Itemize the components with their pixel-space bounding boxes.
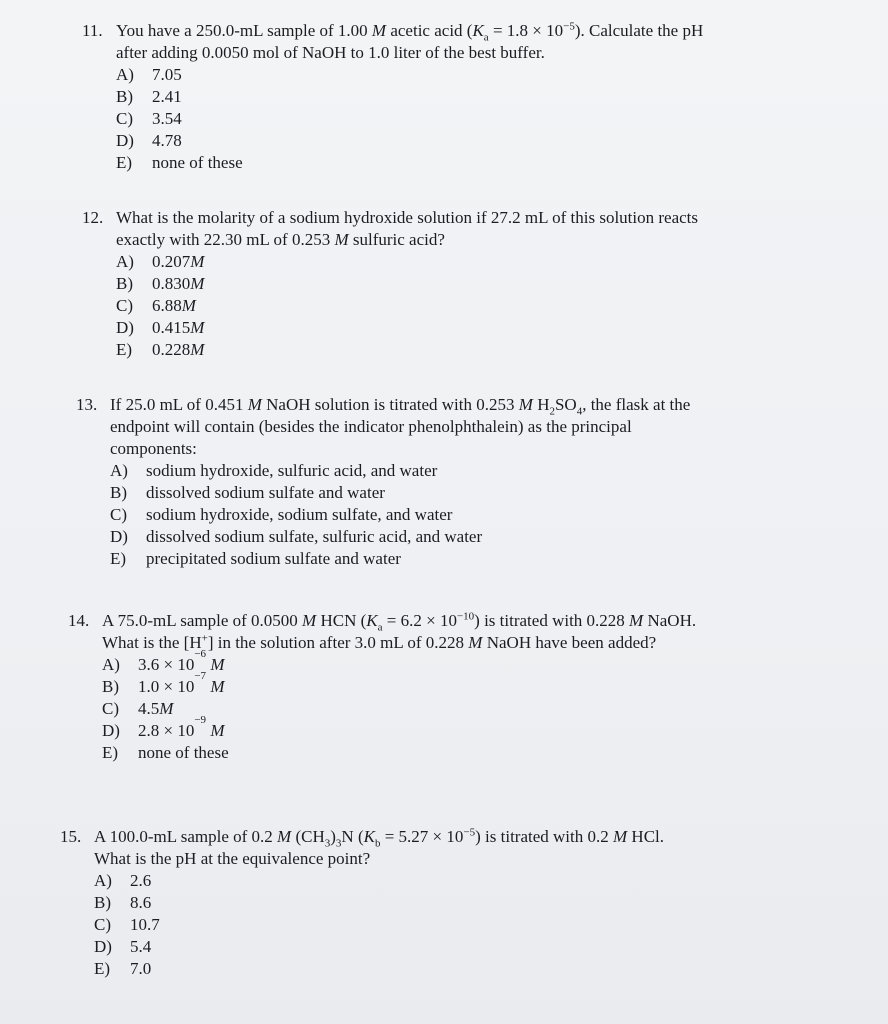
choice-letter: B) (94, 893, 111, 912)
answer-choices (94, 870, 800, 980)
choice-text: 3.6 × 10 (138, 655, 195, 674)
choice-text: 2.8 × 10 (138, 721, 195, 740)
choice-text: 3.54 (152, 109, 182, 128)
choice-text: 0.207 (152, 252, 191, 271)
choice-text: 8.6 (130, 893, 152, 912)
choice-letter: D) (110, 527, 128, 546)
question-11 (82, 20, 782, 174)
exponent: −10 (456, 610, 475, 623)
choice-letter: E) (116, 340, 133, 359)
stem-text: sulfuric acid? (348, 230, 445, 249)
choice-letter: E) (110, 549, 127, 568)
choice-text: 7.0 (130, 959, 152, 978)
stem-text: A 100.0-mL sample of 0.2 (94, 827, 278, 846)
exponent: −6 (194, 648, 207, 660)
stem-text: NaOH solution is titrated with 0.253 (261, 395, 519, 414)
stem-text: ] in the solution after 3.0 mL of 0.228 (207, 633, 469, 652)
molarity-symbol: M (518, 395, 533, 414)
choice-b[interactable] (110, 482, 791, 504)
stem-text: = 1.8 × 10 (488, 21, 564, 40)
choice-text: none of these (152, 153, 243, 172)
exponent: −5 (563, 20, 575, 33)
stem-text: What is the pH at the equivalence point? (94, 849, 371, 868)
molarity-symbol: M (334, 230, 349, 249)
exponent: −5 (463, 826, 476, 839)
exponent: −7 (194, 670, 207, 682)
molarity-symbol: M (302, 611, 317, 630)
stem-text: = 5.27 × 10 (380, 827, 464, 846)
choice-text: 6.88 (152, 296, 182, 315)
choice-text: none of these (138, 743, 229, 762)
choice-a[interactable] (102, 648, 803, 676)
choice-letter: A) (110, 461, 128, 480)
choice-c[interactable] (94, 914, 800, 936)
answer-choices (110, 460, 791, 570)
stem-text: N ( (341, 827, 364, 846)
molarity-unit: M (190, 318, 205, 337)
stem-text: HCl. (627, 827, 665, 846)
choice-letter: C) (94, 915, 111, 934)
choice-c[interactable] (102, 698, 803, 720)
choice-b[interactable] (116, 86, 782, 108)
choice-letter: A) (94, 871, 112, 890)
molarity-symbol: M (613, 827, 628, 846)
choice-text: 2.41 (152, 87, 182, 106)
choice-letter: E) (102, 743, 119, 762)
molarity-unit: M (190, 252, 205, 271)
choice-text: dissolved sodium sulfate, sulfuric acid, and water (146, 527, 483, 546)
choice-c[interactable] (116, 295, 782, 317)
choice-letter: B) (110, 483, 127, 502)
choice-d[interactable] (110, 526, 791, 548)
stem-text: ) is titrated with 0.2 (475, 827, 613, 846)
molarity-unit: M (210, 655, 225, 674)
choice-text: 4.78 (152, 131, 182, 150)
choice-e[interactable] (116, 152, 782, 174)
question-number: 11. (82, 21, 103, 40)
choice-c[interactable] (116, 108, 782, 130)
k-subscript: b (374, 837, 381, 850)
question-text (110, 394, 791, 460)
choice-text: 0.415 (152, 318, 191, 337)
stem-text: NaOH. (643, 611, 697, 630)
choice-text: 10.7 (130, 915, 160, 934)
choice-text: sodium hydroxide, sodium sulfate, and water (146, 505, 453, 524)
choice-a[interactable] (116, 251, 782, 273)
stem-text: ) (330, 827, 336, 846)
question-number: 14. (68, 611, 90, 630)
molarity-unit: M (159, 699, 174, 718)
stem-text: ). Calculate the pH (574, 21, 704, 40)
choice-a[interactable] (116, 64, 782, 86)
molarity-symbol: M (468, 633, 483, 652)
choice-d[interactable] (102, 714, 803, 742)
question-text (116, 207, 782, 251)
choice-letter: E) (116, 153, 133, 172)
choice-letter: D) (116, 131, 134, 150)
stem-text: = 6.2 × 10 (382, 611, 457, 630)
choice-d[interactable] (116, 317, 782, 339)
stem-text: , the flask at the (582, 395, 691, 414)
choice-d[interactable] (94, 936, 800, 958)
choice-letter: B) (102, 677, 119, 696)
k-subscript: a (377, 621, 383, 634)
choice-text: precipitated sodium sulfate and water (146, 549, 401, 568)
choice-text: 0.830 (152, 274, 191, 293)
choice-text: 7.05 (152, 65, 182, 84)
question-13 (76, 394, 791, 570)
k-subscript: a (483, 31, 489, 44)
stem-text: acetic acid ( (386, 21, 473, 40)
question-stem (60, 826, 800, 870)
choice-letter: A) (116, 252, 134, 271)
choice-letter: B) (116, 274, 133, 293)
stem-text: HCN ( (316, 611, 367, 630)
choice-a[interactable] (110, 460, 791, 482)
choice-letter: A) (116, 65, 134, 84)
stem-text: ) is titrated with 0.228 (474, 611, 630, 630)
choice-text: 5.4 (130, 937, 152, 956)
choice-b[interactable] (116, 273, 782, 295)
choice-text: dissolved sodium sulfate and water (146, 483, 385, 502)
stem-text: endpoint will contain (besides the indicator phenolphthalein) as the principal (110, 417, 632, 436)
question-number: 12. (82, 208, 104, 227)
question-number: 15. (60, 827, 82, 846)
choice-e[interactable] (94, 958, 800, 980)
molarity-unit: M (190, 340, 205, 359)
question-text (116, 20, 782, 64)
choice-a[interactable] (94, 870, 800, 892)
choice-text: 4.5 (138, 699, 160, 718)
choice-e[interactable] (116, 339, 782, 361)
stem-text: What is the [H (102, 633, 202, 652)
stem-text: SO (554, 395, 577, 414)
choice-text: 1.0 × 10 (138, 677, 195, 696)
choice-d[interactable] (116, 130, 782, 152)
question-text (102, 610, 803, 654)
stem-text: What is the molarity of a sodium hydroxide solution if 27.2 mL of this solution reacts (116, 208, 699, 227)
answer-choices (116, 251, 782, 361)
subscript: 3 (335, 837, 342, 850)
question-text (94, 826, 800, 870)
stem-text: exactly with 22.30 mL of 0.253 (116, 230, 335, 249)
stem-text: components: (110, 439, 197, 458)
stem-text: If 25.0 mL of 0.451 (110, 395, 248, 414)
choice-letter: D) (94, 937, 112, 956)
molarity-unit: M (210, 677, 225, 696)
question-number: 13. (76, 395, 98, 414)
choice-letter: C) (116, 296, 133, 315)
answer-choices (102, 648, 803, 764)
choice-text: 0.228 (152, 340, 191, 359)
molarity-symbol: M (247, 395, 262, 414)
question-stem (68, 610, 803, 654)
subscript: 3 (324, 837, 331, 850)
choice-text: sodium hydroxide, sulfuric acid, and water (146, 461, 438, 480)
k-symbol: K (363, 827, 375, 846)
molarity-symbol: M (277, 827, 292, 846)
question-12 (82, 207, 782, 361)
stem-text: You have a 250.0-mL sample of 1.00 (116, 21, 372, 40)
choice-letter: E) (94, 959, 111, 978)
choice-letter: A) (102, 655, 120, 674)
question-stem (82, 207, 782, 251)
choice-letter: D) (116, 318, 134, 337)
choice-letter: B) (116, 87, 133, 106)
answer-choices (116, 64, 782, 174)
stem-text: H (532, 395, 550, 414)
question-15 (60, 826, 800, 980)
stem-text: NaOH have been added? (482, 633, 657, 652)
choice-b[interactable] (94, 892, 800, 914)
choice-e[interactable] (102, 742, 803, 764)
subscript: 2 (549, 405, 555, 418)
question-stem (76, 394, 791, 460)
choice-letter: D) (102, 721, 120, 740)
molarity-unit: M (190, 274, 205, 293)
choice-b[interactable] (102, 670, 803, 698)
choice-text: 2.6 (130, 871, 152, 890)
molarity-unit: M (210, 721, 225, 740)
stem-text: A 75.0-mL sample of 0.0500 (102, 611, 303, 630)
question-stem (82, 20, 782, 64)
choice-letter: C) (116, 109, 133, 128)
molarity-symbol: M (629, 611, 644, 630)
stem-text: (CH (291, 827, 325, 846)
k-symbol: K (472, 21, 484, 40)
molarity-unit: M (181, 296, 196, 315)
choice-c[interactable] (110, 504, 791, 526)
stem-text: after adding 0.0050 mol of NaOH to 1.0 liter of the best buffer. (116, 43, 545, 62)
molarity-symbol: M (371, 21, 387, 40)
question-14 (68, 610, 803, 764)
choice-letter: C) (102, 699, 119, 718)
superscript: + (201, 632, 208, 645)
choice-letter: C) (110, 505, 127, 524)
choice-e[interactable] (110, 548, 791, 570)
k-symbol: K (366, 611, 378, 630)
subscript: 4 (576, 405, 583, 418)
exponent: −9 (194, 714, 207, 726)
